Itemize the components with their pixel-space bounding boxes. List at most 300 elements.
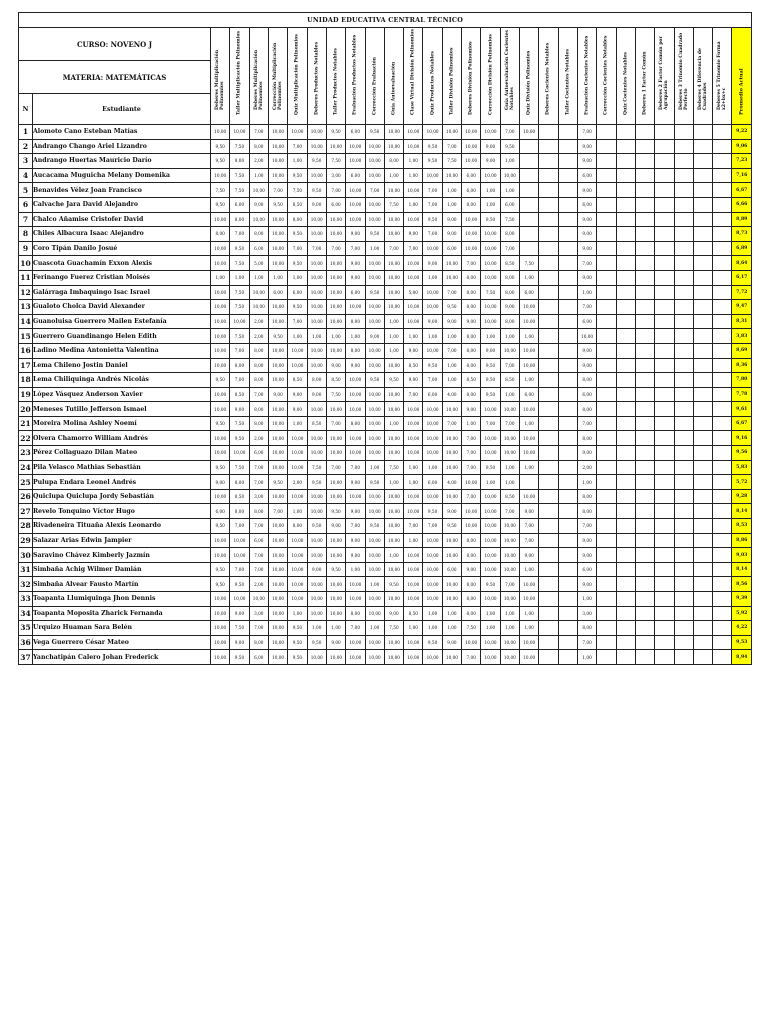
grade-cell: 10,00 (365, 635, 384, 650)
activity-column-header: Corrección División Polinomios (481, 28, 500, 125)
grade-cell: 10,00 (268, 343, 287, 358)
grade-cell (713, 387, 732, 402)
grade-cell: 10,00 (404, 592, 423, 607)
grade-cell: 9,50 (288, 621, 307, 636)
grade-cell (674, 270, 693, 285)
grade-cell (539, 270, 558, 285)
grade-cell (597, 241, 616, 256)
grade-cell: 10,00 (288, 489, 307, 504)
grade-cell (558, 446, 577, 461)
grade-cell: 10,00 (520, 314, 539, 329)
grade-cell: 1,00 (442, 606, 461, 621)
grade-cell: 10,00 (268, 446, 287, 461)
activity-column-header: Corrección Multiplicación Polinomios (268, 28, 287, 125)
grade-cell: 10,00 (230, 314, 249, 329)
grade-cell: 8,50 (326, 373, 345, 388)
grade-cell: 6,00 (346, 125, 365, 140)
grade-cell: 10,00 (384, 635, 403, 650)
grade-cell: 2,00 (249, 154, 268, 169)
grade-cell: 10,00 (346, 431, 365, 446)
grade-cell (558, 562, 577, 577)
grade-cell: 10,00 (500, 533, 519, 548)
grade-cell: 10,00 (404, 446, 423, 461)
grade-cell (616, 256, 635, 271)
grade-cell: 9,00 (230, 402, 249, 417)
activity-column-header: Evaluación Productos Notables (346, 28, 365, 125)
grade-cell: 9,00 (288, 402, 307, 417)
grade-cell: 9,00 (346, 358, 365, 373)
student-row (19, 475, 752, 490)
grade-cell: 10,00 (384, 125, 403, 140)
grade-cell (597, 621, 616, 636)
grade-cell: 10,00 (500, 650, 519, 665)
student-name: Rivadeneira Tituaña Alexis Leonardo (33, 519, 211, 534)
grade-cell: 10,00 (481, 650, 500, 665)
grade-cell: 10,00 (326, 431, 345, 446)
grade-cell: 7,00 (577, 256, 596, 271)
grade-cell: 10,00 (384, 212, 403, 227)
student-row (19, 154, 752, 169)
grade-cell (713, 285, 732, 300)
grade-cell (655, 562, 674, 577)
grade-cell: 10,00 (384, 300, 403, 315)
grade-cell: 9,50 (230, 431, 249, 446)
grade-cell: 10,00 (442, 270, 461, 285)
student-row (19, 577, 752, 592)
grade-cell (693, 373, 712, 388)
grade-cell (616, 212, 635, 227)
activity-column-header: Deberes 5 Trinomio Forma x2+bx+c (713, 28, 732, 125)
grade-cell (655, 197, 674, 212)
grade-cell: 9,50 (211, 154, 230, 169)
grade-cell: 10,00 (500, 168, 519, 183)
grade-cell (616, 329, 635, 344)
grade-cell: 10,00 (481, 519, 500, 534)
grade-cell (635, 329, 654, 344)
grade-cell: 1,00 (500, 475, 519, 490)
student-row (19, 183, 752, 198)
grade-cell (635, 125, 654, 140)
grade-cell (635, 592, 654, 607)
grade-cell: 10,00 (326, 577, 345, 592)
grade-cell: 6,00 (577, 314, 596, 329)
grade-cell: 1,00 (365, 577, 384, 592)
grades-table (18, 12, 752, 665)
grade-cell (655, 533, 674, 548)
student-number: 3 (19, 154, 33, 169)
activity-column-header: Deberes División Polinomios (462, 28, 481, 125)
grade-cell: 10,00 (442, 460, 461, 475)
grade-cell: 1,00 (404, 460, 423, 475)
grade-cell: 9,00 (577, 358, 596, 373)
grade-cell: 10,00 (500, 548, 519, 563)
grade-cell: 8,00 (577, 402, 596, 417)
grade-cell (713, 183, 732, 198)
grade-cell: 8,50 (404, 358, 423, 373)
grade-cell: 8,00 (249, 358, 268, 373)
grade-cell (520, 212, 539, 227)
average-cell: 9,47 (732, 300, 752, 315)
grade-cell (597, 489, 616, 504)
grade-cell: 7,00 (249, 475, 268, 490)
grade-cell: 9,50 (481, 212, 500, 227)
grade-cell (558, 227, 577, 242)
grade-cell: 1,00 (384, 343, 403, 358)
grade-cell: 7,50 (384, 621, 403, 636)
student-name: Chiles Albacura Isaac Alejandro (33, 227, 211, 242)
grade-cell (655, 139, 674, 154)
grade-cell (693, 416, 712, 431)
grade-cell: 10,00 (211, 431, 230, 446)
grade-cell (713, 125, 732, 140)
grade-cell: 10,00 (423, 416, 442, 431)
student-number: 16 (19, 343, 33, 358)
grade-cell: 9,00 (577, 154, 596, 169)
average-cell: 6,89 (732, 241, 752, 256)
grade-cell: 1,00 (500, 329, 519, 344)
grade-cell: 10,00 (268, 635, 287, 650)
grade-cell (539, 533, 558, 548)
grade-cell (655, 358, 674, 373)
grade-cell (655, 489, 674, 504)
grade-cell (655, 168, 674, 183)
grade-cell: 8,00 (577, 621, 596, 636)
grade-cell: 10,00 (365, 387, 384, 402)
grade-cell: 10,00 (520, 650, 539, 665)
grade-cell (655, 592, 674, 607)
grade-cell: 10,00 (230, 592, 249, 607)
grade-cell: 10,00 (384, 387, 403, 402)
grade-cell: 9,00 (346, 227, 365, 242)
grade-cell (597, 373, 616, 388)
grade-cell: 1,00 (288, 329, 307, 344)
grade-cell: 10,00 (365, 197, 384, 212)
grade-cell (558, 168, 577, 183)
grade-cell: 6,00 (577, 562, 596, 577)
grade-cell: 10,00 (500, 592, 519, 607)
grade-cell: 10,00 (326, 227, 345, 242)
grade-cell (693, 621, 712, 636)
grade-cell: 1,00 (481, 183, 500, 198)
grade-cell: 8,00 (307, 373, 326, 388)
grade-cell: 6,00 (577, 387, 596, 402)
grade-cell: 10,00 (520, 592, 539, 607)
grade-cell (597, 416, 616, 431)
grade-cell: 7,50 (230, 256, 249, 271)
grade-cell: 8,00 (249, 402, 268, 417)
grade-cell: 9,50 (500, 139, 519, 154)
student-row (19, 592, 752, 607)
grade-cell (635, 270, 654, 285)
grade-cell (693, 592, 712, 607)
grade-cell (693, 183, 712, 198)
grade-cell: 10,00 (577, 329, 596, 344)
grade-cell: 1,00 (520, 606, 539, 621)
grade-cell (674, 621, 693, 636)
grade-cell (693, 635, 712, 650)
grade-cell: 8,00 (230, 154, 249, 169)
grade-cell (713, 650, 732, 665)
grade-cell (713, 489, 732, 504)
grade-cell: 10,00 (384, 358, 403, 373)
grade-cell (655, 431, 674, 446)
grade-cell: 9,50 (307, 183, 326, 198)
grade-cell (558, 548, 577, 563)
grade-cell: 1,00 (404, 621, 423, 636)
grade-cell: 1,00 (462, 416, 481, 431)
grade-cell: 1,00 (500, 621, 519, 636)
grade-cell: 10,00 (404, 562, 423, 577)
grade-cell: 10,00 (268, 489, 287, 504)
grade-cell (558, 635, 577, 650)
grade-cell: 10,00 (481, 125, 500, 140)
grade-cell: 10,00 (404, 139, 423, 154)
grade-cell (693, 650, 712, 665)
grade-cell: 1,00 (288, 154, 307, 169)
grade-cell (693, 154, 712, 169)
grade-cell: 7,00 (288, 241, 307, 256)
grade-cell: 9,50 (384, 373, 403, 388)
grade-cell (539, 562, 558, 577)
grade-cell (597, 125, 616, 140)
grade-cell: 9,50 (442, 300, 461, 315)
grade-cell (674, 577, 693, 592)
grade-cell: 3,00 (577, 606, 596, 621)
grade-cell: 7,50 (230, 329, 249, 344)
grade-cell: 9,00 (462, 562, 481, 577)
grade-cell: 10,00 (268, 562, 287, 577)
student-name: Pérez Collaguazo Dilan Mateo (33, 446, 211, 461)
grade-cell: 7,50 (442, 154, 461, 169)
student-number: 20 (19, 402, 33, 417)
grade-cell (520, 168, 539, 183)
grade-cell (539, 212, 558, 227)
grade-cell (655, 329, 674, 344)
activity-column-header: Deberes 4 Diferencia de Cuadrados (693, 28, 712, 125)
grade-cell: 10,00 (307, 358, 326, 373)
grade-cell: 10,00 (423, 577, 442, 592)
activity-column-header: Taller Cocientes Notables (558, 28, 577, 125)
grade-cell: 2,00 (577, 460, 596, 475)
grade-cell: 1,00 (384, 548, 403, 563)
grade-cell: 7,50 (326, 154, 345, 169)
grade-cell (635, 446, 654, 461)
grade-cell (713, 592, 732, 607)
grade-cell: 9,50 (326, 504, 345, 519)
grade-cell (674, 548, 693, 563)
grade-cell (655, 606, 674, 621)
grade-cell: 10,00 (249, 285, 268, 300)
grade-cell (616, 314, 635, 329)
average-cell: 5,72 (732, 475, 752, 490)
grade-cell (616, 241, 635, 256)
grade-cell: 1,00 (423, 329, 442, 344)
average-column-header: Promedio Actual (732, 28, 752, 125)
grade-cell: 10,00 (346, 489, 365, 504)
grade-cell (539, 548, 558, 563)
grade-cell: 8,00 (249, 373, 268, 388)
grade-cell: 1,00 (520, 460, 539, 475)
grade-cell: 2,00 (249, 431, 268, 446)
grade-cell (713, 358, 732, 373)
grade-cell: 7,00 (462, 460, 481, 475)
grade-cell: 10,00 (442, 489, 461, 504)
student-name: Simbaña Alvear Fausto Martín (33, 577, 211, 592)
grade-cell: 10,00 (268, 621, 287, 636)
grade-cell: 9,00 (462, 314, 481, 329)
grade-cell: 7,00 (404, 241, 423, 256)
grade-cell: 10,00 (404, 548, 423, 563)
grade-cell: 10,00 (481, 489, 500, 504)
grade-cell: 10,00 (423, 402, 442, 417)
grade-cell (558, 241, 577, 256)
grade-cell (635, 314, 654, 329)
grade-cell: 10,00 (288, 460, 307, 475)
grade-cell (558, 577, 577, 592)
grade-cell: 10,00 (268, 592, 287, 607)
grade-cell (655, 577, 674, 592)
grade-cell: 9,50 (365, 373, 384, 388)
grade-cell: 7,00 (423, 197, 442, 212)
grade-cell (539, 416, 558, 431)
activity-column-header: Quiz Multiplicación Polinomios (288, 28, 307, 125)
grade-cell: 9,00 (500, 300, 519, 315)
grade-cell: 1,00 (404, 168, 423, 183)
grade-cell (674, 139, 693, 154)
grade-cell: 10,00 (365, 548, 384, 563)
grade-cell: 8,00 (249, 416, 268, 431)
grade-cell (655, 650, 674, 665)
grade-cell: 7,00 (404, 387, 423, 402)
grade-cell: 1,00 (481, 621, 500, 636)
grade-cell: 6,00 (520, 285, 539, 300)
grade-cell: 10,00 (307, 270, 326, 285)
grade-cell: 9,50 (288, 168, 307, 183)
grade-cell: 1,00 (442, 329, 461, 344)
grade-cell: 1,00 (230, 270, 249, 285)
activity-column-header: Corrección Cocientes Notables (597, 28, 616, 125)
grade-cell: 7,00 (423, 373, 442, 388)
grade-cell: 2,00 (249, 314, 268, 329)
grade-cell: 1,00 (326, 329, 345, 344)
grade-cell: 7,00 (481, 416, 500, 431)
grade-cell (713, 227, 732, 242)
student-number: 29 (19, 533, 33, 548)
grade-cell: 10,00 (346, 139, 365, 154)
grade-cell (597, 650, 616, 665)
grade-cell (693, 125, 712, 140)
grade-cell: 6,00 (230, 197, 249, 212)
grade-cell (693, 519, 712, 534)
grade-cell (539, 358, 558, 373)
student-row (19, 139, 752, 154)
grade-cell (635, 416, 654, 431)
grade-cell: 10,00 (442, 402, 461, 417)
grade-cell (713, 168, 732, 183)
grade-cell: 10,00 (288, 548, 307, 563)
grade-cell (635, 504, 654, 519)
grade-cell (558, 489, 577, 504)
grade-cell: 10,00 (307, 533, 326, 548)
grade-cell (635, 358, 654, 373)
grade-cell: 10,00 (404, 504, 423, 519)
grade-cell: 10,00 (384, 592, 403, 607)
student-name: Coro Tipán Danilo Josué (33, 241, 211, 256)
grade-cell: 8,00 (462, 300, 481, 315)
grade-cell: 8,00 (462, 606, 481, 621)
student-name: Guerrero Guandinango Helen Edith (33, 329, 211, 344)
grade-cell (558, 519, 577, 534)
grade-cell: 7,50 (326, 387, 345, 402)
grade-cell (674, 227, 693, 242)
student-number: 12 (19, 285, 33, 300)
grade-cell (558, 358, 577, 373)
grade-cell: 7,00 (462, 446, 481, 461)
grade-cell (558, 606, 577, 621)
grade-cell (674, 562, 693, 577)
grade-cell: 10,00 (423, 168, 442, 183)
grade-cell: 8,00 (577, 504, 596, 519)
grade-cell: 7,00 (326, 460, 345, 475)
grade-cell: 9,50 (211, 197, 230, 212)
grade-cell: 8,00 (462, 548, 481, 563)
grade-cell: 7,00 (249, 548, 268, 563)
grade-cell: 6,00 (249, 650, 268, 665)
grade-cell (674, 125, 693, 140)
grade-cell: 8,00 (462, 197, 481, 212)
student-row (19, 285, 752, 300)
grade-cell: 10,00 (404, 577, 423, 592)
grade-cell (616, 139, 635, 154)
grade-cell (713, 446, 732, 461)
student-name: Simbaña Achig Wilmer Damián (33, 562, 211, 577)
grade-cell: 10,00 (326, 402, 345, 417)
grade-cell (674, 592, 693, 607)
grade-cell: 9,00 (520, 504, 539, 519)
grade-cell: 6,00 (577, 168, 596, 183)
grade-cell: 10,00 (346, 183, 365, 198)
grade-cell: 10,00 (365, 504, 384, 519)
grade-cell: 9,50 (365, 125, 384, 140)
grade-cell: 8,00 (230, 504, 249, 519)
grade-cell: 10,00 (365, 343, 384, 358)
grade-cell: 10,00 (268, 256, 287, 271)
grade-cell (635, 256, 654, 271)
grade-cell: 10,00 (423, 592, 442, 607)
grade-cell (674, 168, 693, 183)
student-row (19, 168, 752, 183)
grade-cell: 1,00 (268, 270, 287, 285)
grade-cell (520, 241, 539, 256)
grade-cell (558, 402, 577, 417)
grade-cell: 10,00 (481, 635, 500, 650)
student-row (19, 416, 752, 431)
grade-cell: 10,00 (462, 519, 481, 534)
grade-cell: 1,00 (423, 270, 442, 285)
average-cell: 8,53 (732, 519, 752, 534)
grade-cell (655, 373, 674, 388)
student-row (19, 387, 752, 402)
grade-cell: 10,00 (211, 300, 230, 315)
grade-cell: 6,00 (442, 562, 461, 577)
average-cell: 7,23 (732, 154, 752, 169)
grade-cell (616, 592, 635, 607)
grade-cell: 8,50 (230, 489, 249, 504)
grade-cell: 10,00 (365, 606, 384, 621)
grade-cell (655, 519, 674, 534)
grade-cell: 10,00 (423, 548, 442, 563)
grade-cell (674, 387, 693, 402)
